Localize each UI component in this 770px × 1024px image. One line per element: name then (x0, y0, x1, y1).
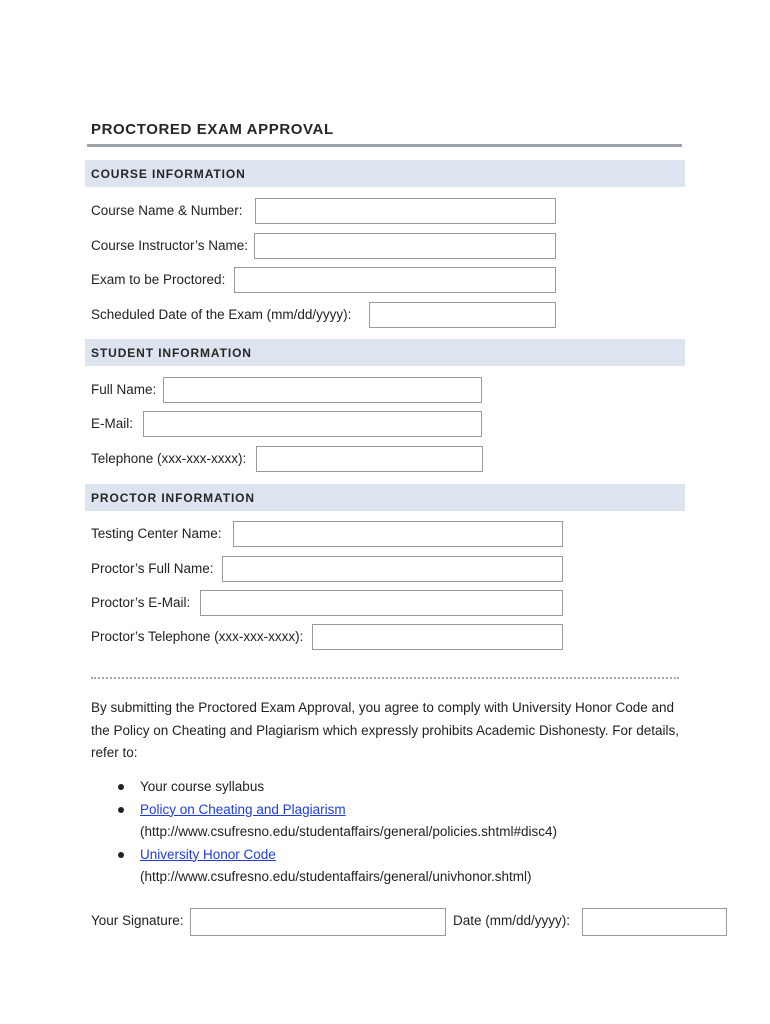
dotted-divider (91, 677, 679, 679)
field-label: Testing Center Name: (91, 526, 222, 541)
testing-center-field[interactable] (233, 521, 563, 547)
field-label: Course Instructor’s Name: (91, 238, 249, 253)
section-heading: PROCTOR INFORMATION (91, 491, 255, 505)
signature-label: Your Signature: (91, 913, 184, 928)
field-label: E-Mail: (91, 416, 134, 431)
signature-field[interactable] (190, 908, 446, 936)
proctor-telephone-field[interactable] (312, 624, 563, 650)
telephone-field[interactable] (256, 446, 483, 472)
section-heading: COURSE INFORMATION (91, 167, 246, 181)
field-label: Exam to be Proctored: (91, 272, 226, 287)
policy-cheating-link[interactable]: Policy on Cheating and Plagiarism (140, 801, 346, 817)
field-label: Scheduled Date of the Exam (mm/dd/yyyy): (91, 307, 352, 322)
reference-text: Your course syllabus (140, 779, 265, 794)
form-title: PROCTORED EXAM APPROVAL (91, 121, 334, 138)
bullet-icon (118, 807, 124, 813)
field-label: Full Name: (91, 382, 157, 397)
date-label: Date (mm/dd/yyyy): (453, 913, 571, 928)
scheduled-date-field[interactable] (369, 302, 556, 328)
exam-to-be-proctored-field[interactable] (234, 267, 556, 293)
field-label: Telephone (xxx-xxx-xxxx): (91, 451, 247, 466)
signature-row (91, 908, 731, 936)
field-label: Proctor’s E-Mail: (91, 595, 191, 610)
field-label: Course Name & Number: (91, 203, 243, 218)
reference-list (91, 776, 691, 889)
list-item (91, 799, 691, 844)
bullet-icon (118, 852, 124, 858)
title-divider (87, 144, 682, 147)
section-student-information (85, 339, 685, 366)
reference-url: (http://www.csufresno.edu/studentaffairs/general/univhonor.shtml) (140, 869, 532, 884)
list-item (91, 844, 691, 889)
email-field[interactable] (143, 411, 482, 437)
section-course-information (85, 160, 685, 187)
agreement-text: By submitting the Proctored Exam Approval, you agree to comply with University Honor Code and the Policy on Cheating and Plagiarism which expressly prohibits Academic Dishonesty. For details, refer to: (91, 700, 680, 760)
field-label: Proctor’s Full Name: (91, 561, 214, 576)
list-item (91, 776, 691, 799)
field-label: Proctor’s Telephone (xxx-xxx-xxxx): (91, 629, 304, 644)
full-name-field[interactable] (163, 377, 482, 403)
section-heading: STUDENT INFORMATION (91, 346, 252, 360)
course-instructor-field[interactable] (254, 233, 556, 259)
proctor-full-name-field[interactable] (222, 556, 563, 582)
proctor-email-field[interactable] (200, 590, 563, 616)
reference-url: (http://www.csufresno.edu/studentaffairs/general/policies.shtml#disc4) (140, 824, 557, 839)
course-name-field[interactable] (255, 198, 556, 224)
section-proctor-information (85, 484, 685, 511)
honor-code-link[interactable]: University Honor Code (140, 846, 276, 862)
bullet-icon (118, 784, 124, 790)
date-field[interactable] (582, 908, 727, 936)
